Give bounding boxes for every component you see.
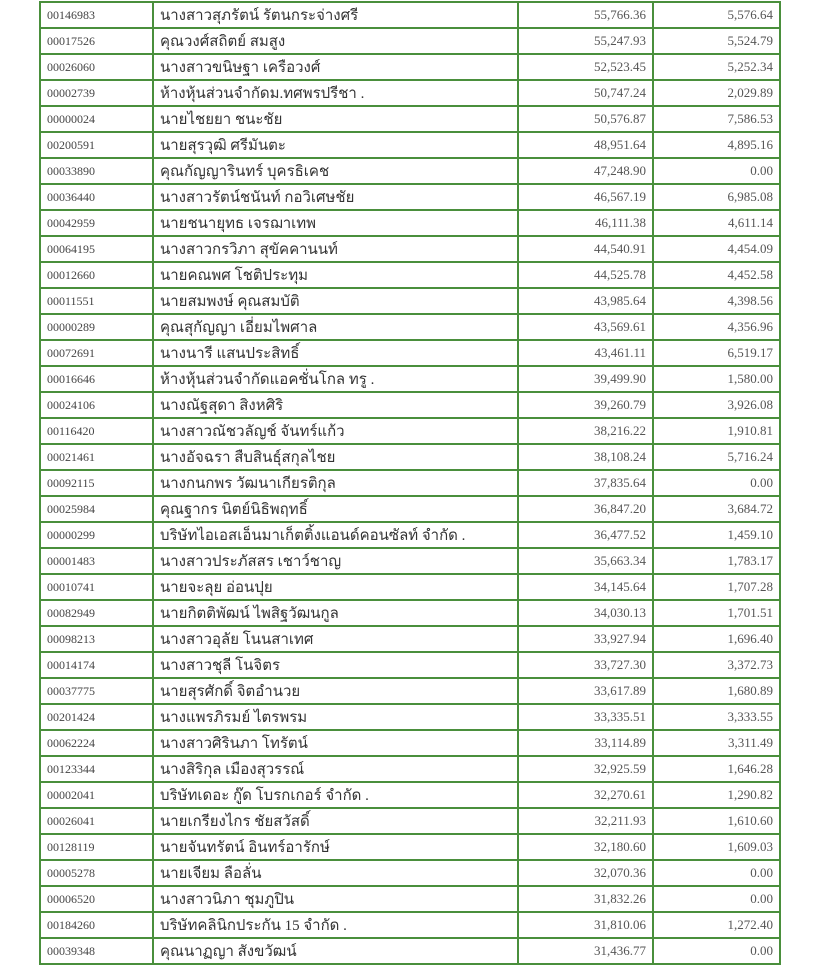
table-row (40, 80, 780, 106)
amount-cell: 33,114.89 (518, 730, 653, 756)
record-id-cell: 00017526 (40, 28, 153, 54)
record-id-cell: 00001483 (40, 548, 153, 574)
amount-cell: 48,951.64 (518, 132, 653, 158)
name-cell: นางสาวศิรินภา โทรัตน์ (153, 730, 518, 756)
table-row (40, 730, 780, 756)
table-row (40, 756, 780, 782)
table-row (40, 678, 780, 704)
record-id-cell: 00200591 (40, 132, 153, 158)
tax-cell: 1,701.51 (653, 600, 780, 626)
name-cell: คุณฐากร นิตย์นิธิพฤทธิ์ (153, 496, 518, 522)
tax-cell: 0.00 (653, 886, 780, 912)
table-row (40, 210, 780, 236)
name-cell: นางสาวรัตน์ชนันท์ กอวิเศษชัย (153, 184, 518, 210)
table-row (40, 54, 780, 80)
amount-cell: 38,108.24 (518, 444, 653, 470)
amount-cell: 50,576.87 (518, 106, 653, 132)
record-id-cell: 00082949 (40, 600, 153, 626)
tax-cell: 1,609.03 (653, 834, 780, 860)
tax-cell: 5,716.24 (653, 444, 780, 470)
name-cell: นางสาวนิภา ชุมภูปิน (153, 886, 518, 912)
amount-cell: 44,540.91 (518, 236, 653, 262)
record-id-cell: 00005278 (40, 860, 153, 886)
record-id-cell: 00123344 (40, 756, 153, 782)
name-cell: บริษัทเดอะ กู๊ด โบรกเกอร์ จำกัด . (153, 782, 518, 808)
table-row (40, 2, 780, 28)
tax-cell: 0.00 (653, 860, 780, 886)
table-row (40, 574, 780, 600)
record-id-cell: 00033890 (40, 158, 153, 184)
amount-cell: 32,180.60 (518, 834, 653, 860)
record-id-cell: 00146983 (40, 2, 153, 28)
tax-cell: 0.00 (653, 158, 780, 184)
table-row (40, 262, 780, 288)
record-id-cell: 00116420 (40, 418, 153, 444)
amount-cell: 32,270.61 (518, 782, 653, 808)
table-row (40, 28, 780, 54)
name-cell: นายไชยยา ชนะชัย (153, 106, 518, 132)
tax-cell: 1,696.40 (653, 626, 780, 652)
name-cell: นางสาวชุลี โนจิตร (153, 652, 518, 678)
amount-cell: 33,617.89 (518, 678, 653, 704)
tax-cell: 3,684.72 (653, 496, 780, 522)
table-row (40, 782, 780, 808)
name-cell: บริษัทไอเอสเอ็นมาเก็ตติ้งแอนด์คอนซัลท์ จำกัด . (153, 522, 518, 548)
record-id-cell: 00072691 (40, 340, 153, 366)
table-row (40, 288, 780, 314)
name-cell: นางนารี แสนประสิทธิ์ (153, 340, 518, 366)
amount-cell: 47,248.90 (518, 158, 653, 184)
tax-cell: 1,680.89 (653, 678, 780, 704)
name-cell: นายเกรียงไกร ชัยสวัสดิ์ (153, 808, 518, 834)
tax-cell: 6,985.08 (653, 184, 780, 210)
tax-cell: 4,398.56 (653, 288, 780, 314)
record-id-cell: 00201424 (40, 704, 153, 730)
name-cell: นางอัจฉรา สืบสินธุ์สกุลไชย (153, 444, 518, 470)
record-id-cell: 00026041 (40, 808, 153, 834)
name-cell: นายจันทรัตน์ อินทร์อารักษ์ (153, 834, 518, 860)
tax-cell: 1,290.82 (653, 782, 780, 808)
table-row (40, 938, 780, 964)
record-id-cell: 00000289 (40, 314, 153, 340)
amount-cell: 33,927.94 (518, 626, 653, 652)
tax-cell: 4,356.96 (653, 314, 780, 340)
table-row (40, 860, 780, 886)
name-cell: นายสมพงษ์ คุณสมบัติ (153, 288, 518, 314)
tax-cell: 5,524.79 (653, 28, 780, 54)
tax-cell: 1,272.40 (653, 912, 780, 938)
tax-cell: 5,252.34 (653, 54, 780, 80)
name-cell: ห้างหุ้นส่วนจำกัดแอคชั่นโกล ทรู . (153, 366, 518, 392)
name-cell: นายเจียม ลือลั่น (153, 860, 518, 886)
record-id-cell: 00000024 (40, 106, 153, 132)
name-cell: คุณวงศ์สถิตย์ สมสูง (153, 28, 518, 54)
table-row (40, 158, 780, 184)
tax-cell: 3,333.55 (653, 704, 780, 730)
tax-cell: 0.00 (653, 938, 780, 964)
tax-cell: 1,580.00 (653, 366, 780, 392)
table-row (40, 184, 780, 210)
name-cell: นายสุรศักดิ์ จิตอำนวย (153, 678, 518, 704)
record-id-cell: 00010741 (40, 574, 153, 600)
records-table (39, 1, 781, 965)
record-id-cell: 00036440 (40, 184, 153, 210)
tax-cell: 7,586.53 (653, 106, 780, 132)
tax-cell: 0.00 (653, 470, 780, 496)
amount-cell: 31,810.06 (518, 912, 653, 938)
record-id-cell: 00012660 (40, 262, 153, 288)
record-id-cell: 00016646 (40, 366, 153, 392)
name-cell: นางสาวประภัสสร เชาว์ชาญ (153, 548, 518, 574)
amount-cell: 39,260.79 (518, 392, 653, 418)
tax-cell: 3,926.08 (653, 392, 780, 418)
record-id-cell: 00000299 (40, 522, 153, 548)
amount-cell: 32,070.36 (518, 860, 653, 886)
amount-cell: 31,436.77 (518, 938, 653, 964)
name-cell: นางสาวกรวิภา สุขัคคานนท์ (153, 236, 518, 262)
table-row (40, 314, 780, 340)
tax-cell: 1,610.60 (653, 808, 780, 834)
table-row (40, 548, 780, 574)
tax-cell: 1,707.28 (653, 574, 780, 600)
amount-cell: 32,211.93 (518, 808, 653, 834)
amount-cell: 52,523.45 (518, 54, 653, 80)
amount-cell: 55,766.36 (518, 2, 653, 28)
table-row (40, 132, 780, 158)
table-row (40, 106, 780, 132)
name-cell: นายสุรวุฒิ ศรีมันตะ (153, 132, 518, 158)
table-row (40, 912, 780, 938)
table-row (40, 652, 780, 678)
name-cell: นายคณพศ โชติประทุม (153, 262, 518, 288)
record-id-cell: 00002041 (40, 782, 153, 808)
amount-cell: 38,216.22 (518, 418, 653, 444)
tax-cell: 4,452.58 (653, 262, 780, 288)
record-id-cell: 00062224 (40, 730, 153, 756)
record-id-cell: 00039348 (40, 938, 153, 964)
tax-cell: 1,646.28 (653, 756, 780, 782)
amount-cell: 43,461.11 (518, 340, 653, 366)
record-id-cell: 00064195 (40, 236, 153, 262)
amount-cell: 35,663.34 (518, 548, 653, 574)
table-row (40, 444, 780, 470)
tax-cell: 1,783.17 (653, 548, 780, 574)
name-cell: นางกนกพร วัฒนาเกียรติกุล (153, 470, 518, 496)
tax-cell: 6,519.17 (653, 340, 780, 366)
record-id-cell: 00026060 (40, 54, 153, 80)
tax-cell: 4,611.14 (653, 210, 780, 236)
name-cell: ห้างหุ้นส่วนจำกัดม.ทศพรปรีชา . (153, 80, 518, 106)
table-row (40, 808, 780, 834)
tax-cell: 1,910.81 (653, 418, 780, 444)
tax-cell: 2,029.89 (653, 80, 780, 106)
record-id-cell: 00092115 (40, 470, 153, 496)
amount-cell: 36,477.52 (518, 522, 653, 548)
table-row (40, 834, 780, 860)
amount-cell: 34,030.13 (518, 600, 653, 626)
amount-cell: 43,569.61 (518, 314, 653, 340)
record-id-cell: 00006520 (40, 886, 153, 912)
amount-cell: 36,847.20 (518, 496, 653, 522)
table-row (40, 496, 780, 522)
amount-cell: 46,111.38 (518, 210, 653, 236)
table-row (40, 522, 780, 548)
table-row (40, 366, 780, 392)
table-row (40, 470, 780, 496)
name-cell: นางสาวสุภรัตน์ รัตนกระจ่างศรี (153, 2, 518, 28)
tax-cell: 3,372.73 (653, 652, 780, 678)
name-cell: นางแพรภิรมย์ ไตรพรม (153, 704, 518, 730)
record-id-cell: 00098213 (40, 626, 153, 652)
table-row (40, 340, 780, 366)
name-cell: คุณสุกัญญา เอี่ยมไพศาล (153, 314, 518, 340)
name-cell: นายชนายุทธ เจรฌาเทพ (153, 210, 518, 236)
amount-cell: 33,335.51 (518, 704, 653, 730)
amount-cell: 43,985.64 (518, 288, 653, 314)
amount-cell: 55,247.93 (518, 28, 653, 54)
tax-cell: 4,895.16 (653, 132, 780, 158)
record-id-cell: 00037775 (40, 678, 153, 704)
name-cell: นายจะลุย อ่อนปุย (153, 574, 518, 600)
table-body (40, 2, 780, 964)
name-cell: นางสาวอุลัย โนนสาเทศ (153, 626, 518, 652)
record-id-cell: 00025984 (40, 496, 153, 522)
record-id-cell: 00024106 (40, 392, 153, 418)
amount-cell: 31,832.26 (518, 886, 653, 912)
amount-cell: 37,835.64 (518, 470, 653, 496)
record-id-cell: 00021461 (40, 444, 153, 470)
name-cell: นางณัฐสุดา สิงหศิริ (153, 392, 518, 418)
amount-cell: 39,499.90 (518, 366, 653, 392)
name-cell: คุณกัญญารินทร์ บุครธิเคช (153, 158, 518, 184)
table-row (40, 418, 780, 444)
table-row (40, 392, 780, 418)
table-row (40, 626, 780, 652)
record-id-cell: 00042959 (40, 210, 153, 236)
name-cell: คุณนาฏญา สังขวัฒน์ (153, 938, 518, 964)
table-row (40, 886, 780, 912)
amount-cell: 44,525.78 (518, 262, 653, 288)
amount-cell: 50,747.24 (518, 80, 653, 106)
amount-cell: 32,925.59 (518, 756, 653, 782)
record-id-cell: 00011551 (40, 288, 153, 314)
tax-cell: 3,311.49 (653, 730, 780, 756)
tax-cell: 1,459.10 (653, 522, 780, 548)
record-id-cell: 00014174 (40, 652, 153, 678)
name-cell: นางสาวขนิษฐา เครือวงศ์ (153, 54, 518, 80)
record-id-cell: 00184260 (40, 912, 153, 938)
name-cell: บริษัทคลินิกประกัน 15 จำกัด . (153, 912, 518, 938)
tax-cell: 5,576.64 (653, 2, 780, 28)
table-row (40, 704, 780, 730)
amount-cell: 46,567.19 (518, 184, 653, 210)
amount-cell: 34,145.64 (518, 574, 653, 600)
name-cell: นายกิตติพัฒน์ ไพสิฐวัฒนกูล (153, 600, 518, 626)
record-id-cell: 00128119 (40, 834, 153, 860)
table-row (40, 600, 780, 626)
record-id-cell: 00002739 (40, 80, 153, 106)
table-row (40, 236, 780, 262)
name-cell: นางสิริกุล เมืองสุวรรณ์ (153, 756, 518, 782)
amount-cell: 33,727.30 (518, 652, 653, 678)
name-cell: นางสาวณัชวลัญช์ จันทร์แก้ว (153, 418, 518, 444)
tax-cell: 4,454.09 (653, 236, 780, 262)
